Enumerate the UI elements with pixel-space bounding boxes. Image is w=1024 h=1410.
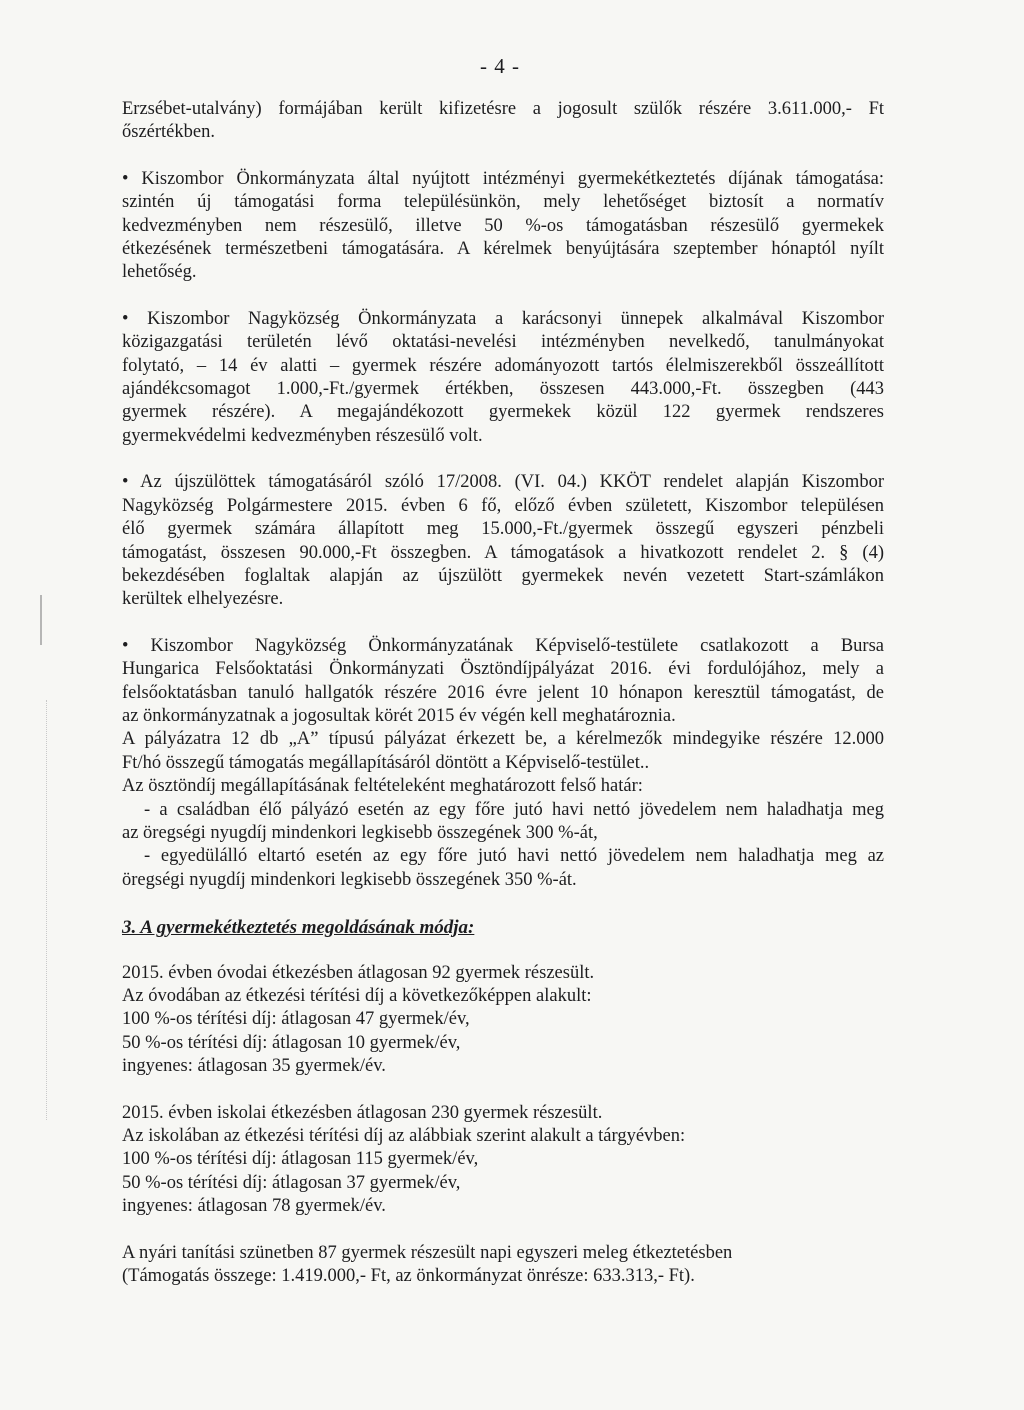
text-line: ajándékcsomagot 1.000,-Ft./gyermek értékben, összesen 443.000,-Ft. összegben (443 [122,379,884,400]
text-line: ingyenes: átlagosan 35 gyermek/év. [122,1056,386,1077]
text-line: kerültek elhelyezésre. [122,589,284,610]
text-line: felsőoktatásban tanuló hallgatók részére 2016 évre jelent 10 hónapon keresztül támogatást, de [122,682,884,703]
text-line: gyermekvédelmi kedvezményben részesülő volt. [122,425,483,446]
text-line: • Kiszombor Önkormányzata által nyújtott intézményi gyermekétkeztetés díjának támogatása: [122,168,884,191]
text-line: az önkormányzatnak a jogosultak körét 2015 év végén kell meghatároznia. [122,705,676,726]
text-line: gyermek részére). A megajándékozott gyermekek közül 122 gyermek rendszeres [122,402,884,423]
paragraph-voucher [122,98,884,145]
paragraph-christmas-packages [122,308,884,448]
paragraph-school-meals [122,1102,884,1219]
text-line: lehetőség. [122,262,197,283]
text-line: őszértékben. [122,122,215,143]
paragraph-meal-support [122,168,884,285]
text-line: A nyári tanítási szünetben 87 gyermek részesült napi egyszeri meleg étkeztetésben [122,1242,733,1263]
text-line: 2015. évben iskolai étkezésben átlagosan 230 gyermek részesült. [122,1102,603,1123]
text-line: 2015. évben óvodai étkezésben átlagosan 92 gyermek részesült. [122,962,595,983]
text-line: 50 %-os térítési díj: átlagosan 37 gyermek/év, [122,1172,461,1193]
text-line: élő gyermek számára állapított meg 15.000,-Ft./gyermek összegű egyszeri pénzbeli [122,519,884,540]
text-line: támogatást, összesen 90.000,-Ft összegben. A támogatások a hivatkozott rendelet 2. § (4) [122,542,884,563]
text-line: • Kiszombor Nagyközség Önkormányzata a karácsonyi ünnepek alkalmával Kiszombor [122,308,884,331]
text-line: 50 %-os térítési díj: átlagosan 10 gyermek/év, [122,1032,461,1053]
text-line: Az óvodában az étkezési térítési díj a következőképpen alakult: [122,986,592,1006]
text-line: - egyedülálló eltartó esetén az egy főre jutó havi nettó jövedelem nem haladhatja meg az [144,846,884,867]
text-line: Hungarica Felsőoktatási Önkormányzati Ösztöndíjpályázat 2016. évi fordulójához, mely a [122,659,884,680]
text-line: étkezésének természetbeni támogatására. A kérelmek benyújtására szeptember hónaptól nyílt [122,239,884,260]
paragraph-bursa-hungarica [122,635,884,892]
text-line: A pályázatra 12 db „A” típusú pályázat érkezett be, a kérelmezők mindegyike részére 12.000 [122,729,884,750]
text-line: Az iskolában az étkezési térítési díj az alábbiak szerint alakult a tárgyévben: [122,1126,686,1147]
text-line: bekezdésében foglaltak alapján az újszülött gyermekek nevén vezetett Start-számlákon [122,565,884,586]
text-line: folytató, – 14 év alatti – gyermek részére adományozott tartós élelmiszerekből összeállított [122,355,884,376]
text-line: kedvezményben nem részesülő, illetve 50 %-os támogatásban részesülő gyermekek [122,215,884,236]
text-line: öregségi nyugdíj mindenkori legkisebb összegének 350 %-át. [122,869,577,890]
document-body [122,98,884,1311]
text-line: • Kiszombor Nagyközség Önkormányzatának Képviselő-testülete csatlakozott a Bursa [122,635,884,658]
text-line: (Támogatás összege: 1.419.000,- Ft, az önkormányzat önrésze: 633.313,- Ft). [122,1266,695,1287]
text-line: Az ösztöndíj megállapításának feltételeként meghatározott felső határ: [122,776,643,797]
page-number: - 4 - [480,54,520,78]
section-title: 3. A gyermekétkeztetés megoldásának módja: [122,917,475,939]
text-line: • Az újszülöttek támogatásáról szóló 17/2008. (VI. 04.) KKÖT rendelet alapján Kiszombor [122,471,884,494]
paragraph-summer-meals [122,1242,884,1289]
paragraph-kindergarten-meals [122,962,884,1079]
text-line: 100 %-os térítési díj: átlagosan 47 gyermek/év, [122,1009,470,1030]
text-line: az öregségi nyugdíj mindenkori legkisebb összegének 300 %-át, [122,822,598,843]
text-line: Ft/hó összegű támogatás megállapításáról döntött a Képviselő-testület.. [122,752,650,773]
text-line: Erzsébet-utalvány) formájában került kifizetésre a jogosult szülők részére 3.611.000,- Ft [122,99,884,119]
text-line: Nagyközség Polgármestere 2015. évben 6 fő, előző évben született, Kiszombor településen [122,495,884,516]
paragraph-newborn-support [122,471,884,611]
scan-artifact-dots [46,700,48,1120]
text-line: ingyenes: átlagosan 78 gyermek/év. [122,1196,386,1217]
text-line: szintén új támogatási forma településünkön, mely lehetőséget biztosít a normatív [122,192,884,213]
text-line: közigazgatási területén lévő oktatási-nevelési intézményben nevelkedő, tanulmányokat [122,332,884,353]
text-line: - a családban élő pályázó esetén az egy főre jutó havi nettó jövedelem nem haladhatja meg [144,799,884,820]
scan-artifact [40,595,42,645]
text-line: 100 %-os térítési díj: átlagosan 115 gyermek/év, [122,1149,479,1170]
